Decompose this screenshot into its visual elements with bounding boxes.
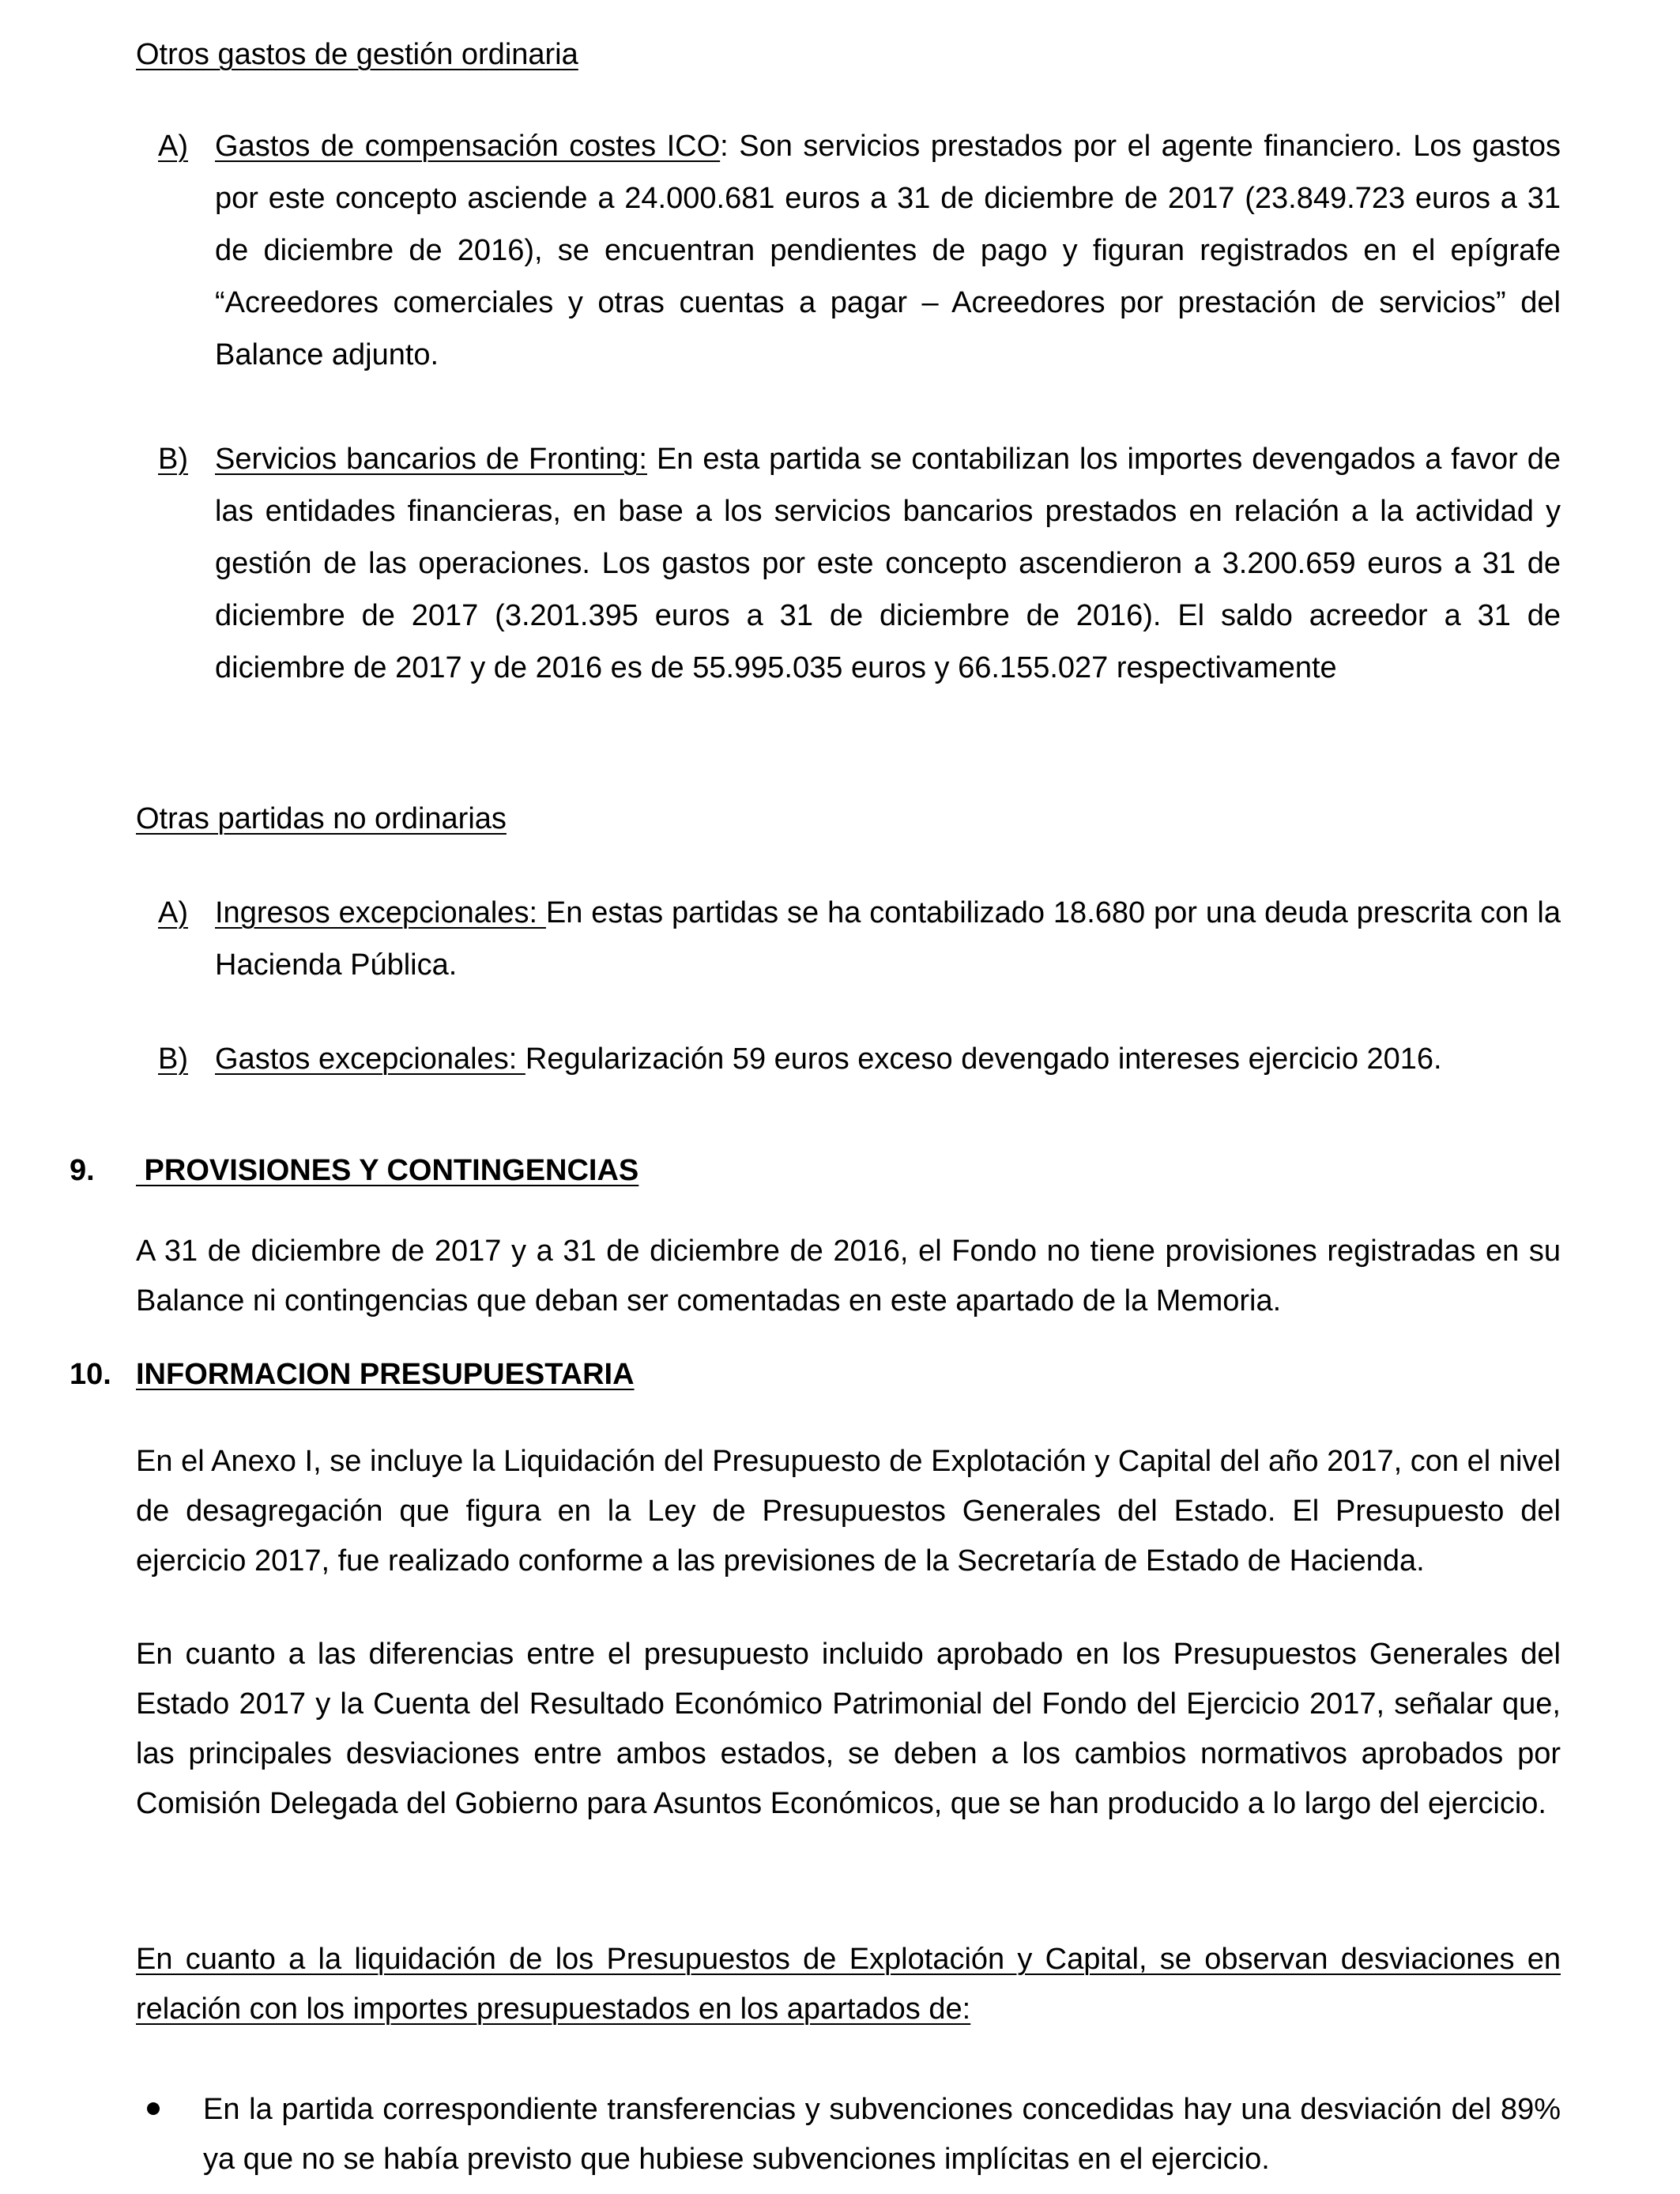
paragraph-diferencias: En cuanto a las diferencias entre el presupuesto incluido aprobado en los Presupuestos Generales del Estado 2017 y la Cuenta del Resultado Económico Patrimonial del Fondo del Ejercicio 2017, señalar que, las principales desviaciones entre ambos estados, se deben a los cambios normativos aprobados por Comisión Delegada del Gobierno para Asuntos Económicos, que se han producido a lo largo del ejercicio.: [136, 1638, 1561, 1820]
item-text: Regularización 59 euros exceso devengado intereses ejercicio 2016.: [525, 1042, 1442, 1076]
item-text: : Son servicios prestados por el agente financiero. Los gastos por este concepto asciende a 24.000.681 euros a 31 de diciembre de 2017 (23.849.723 euros a 31 de diciembre de 2016), se encuentran pendientes de pago y figuran registrados en el epígrafe “Acreedores comerciales y otras cuentas a pagar – Acreedores por prestación de servicios” del Balance adjunto.: [215, 130, 1561, 371]
heading-otras-partidas: Otras partidas no ordinarias: [136, 802, 507, 835]
paragraph-provisiones: A 31 de diciembre de 2017 y a 31 de diciembre de 2016, el Fondo no tiene provisiones registradas en su Balance ni contingencias que deban ser comentadas en este apartado de la Memoria.: [136, 1235, 1561, 1318]
item-body: [215, 887, 1561, 991]
item-body: [215, 433, 1561, 694]
section-title-provisiones: PROVISIONES Y CONTINGENCIAS: [136, 1154, 639, 1187]
item-letter: A): [158, 896, 188, 929]
section-number-9: 9.: [70, 1154, 95, 1187]
item-title: Gastos de compensación costes ICO: [215, 130, 721, 163]
item-letter: B): [158, 443, 188, 476]
item-text: En esta partida se contabilizan los importes devengados a favor de las entidades financieras, en base a los servicios bancarios prestados en relación a la actividad y gestión de las operaciones. Los gastos por este concepto ascendieron a 3.200.659 euros a 31 de diciembre de 2017 (3.201.395 euros a 31 de diciembre de 2016). El saldo acreedor a 31 de diciembre de 2017 y de 2016 es de 55.995.035 euros y 66.155.027 respectivamente: [215, 443, 1561, 684]
paragraph-liquidacion: En cuanto a la liquidación de los Presupuestos de Explotación y Capital, se observan desviaciones en relación con los importes presupuestados en los apartados de:: [136, 1943, 1561, 2026]
bullet-icon: [147, 2102, 160, 2115]
bullet-item-subvenciones: En la partida correspondiente transferencias y subvenciones concedidas hay una desviación del 89% ya que no se había previsto que hubiese subvenciones implícitas en el ejercicio.: [203, 2093, 1561, 2176]
item-letter: B): [158, 1042, 188, 1076]
item-text: En estas partidas se ha contabilizado 18.680 por una deuda prescrita con la Hacienda Pública.: [215, 896, 1561, 982]
item-title: Ingresos excepcionales:: [215, 896, 546, 929]
item-letter: A): [158, 130, 188, 163]
item-title: Gastos excepcionales:: [215, 1042, 525, 1076]
item-body: [215, 120, 1561, 381]
heading-otros-gastos: Otros gastos de gestión ordinaria: [136, 38, 578, 71]
section-number-10: 10.: [70, 1358, 111, 1391]
item-title: Servicios bancarios de Fronting:: [215, 443, 647, 476]
section-title-informacion: INFORMACION PRESUPUESTARIA: [136, 1358, 635, 1391]
item-body: [215, 1033, 1561, 1085]
paragraph-anexo: En el Anexo I, se incluye la Liquidación del Presupuesto de Explotación y Capital del año 2017, con el nivel de desagregación que figura en la Ley de Presupuestos Generales del Estado. El Presupuesto del ejercicio 2017, fue realizado conforme a las previsiones de la Secretaría de Estado de Hacienda.: [136, 1445, 1561, 1578]
